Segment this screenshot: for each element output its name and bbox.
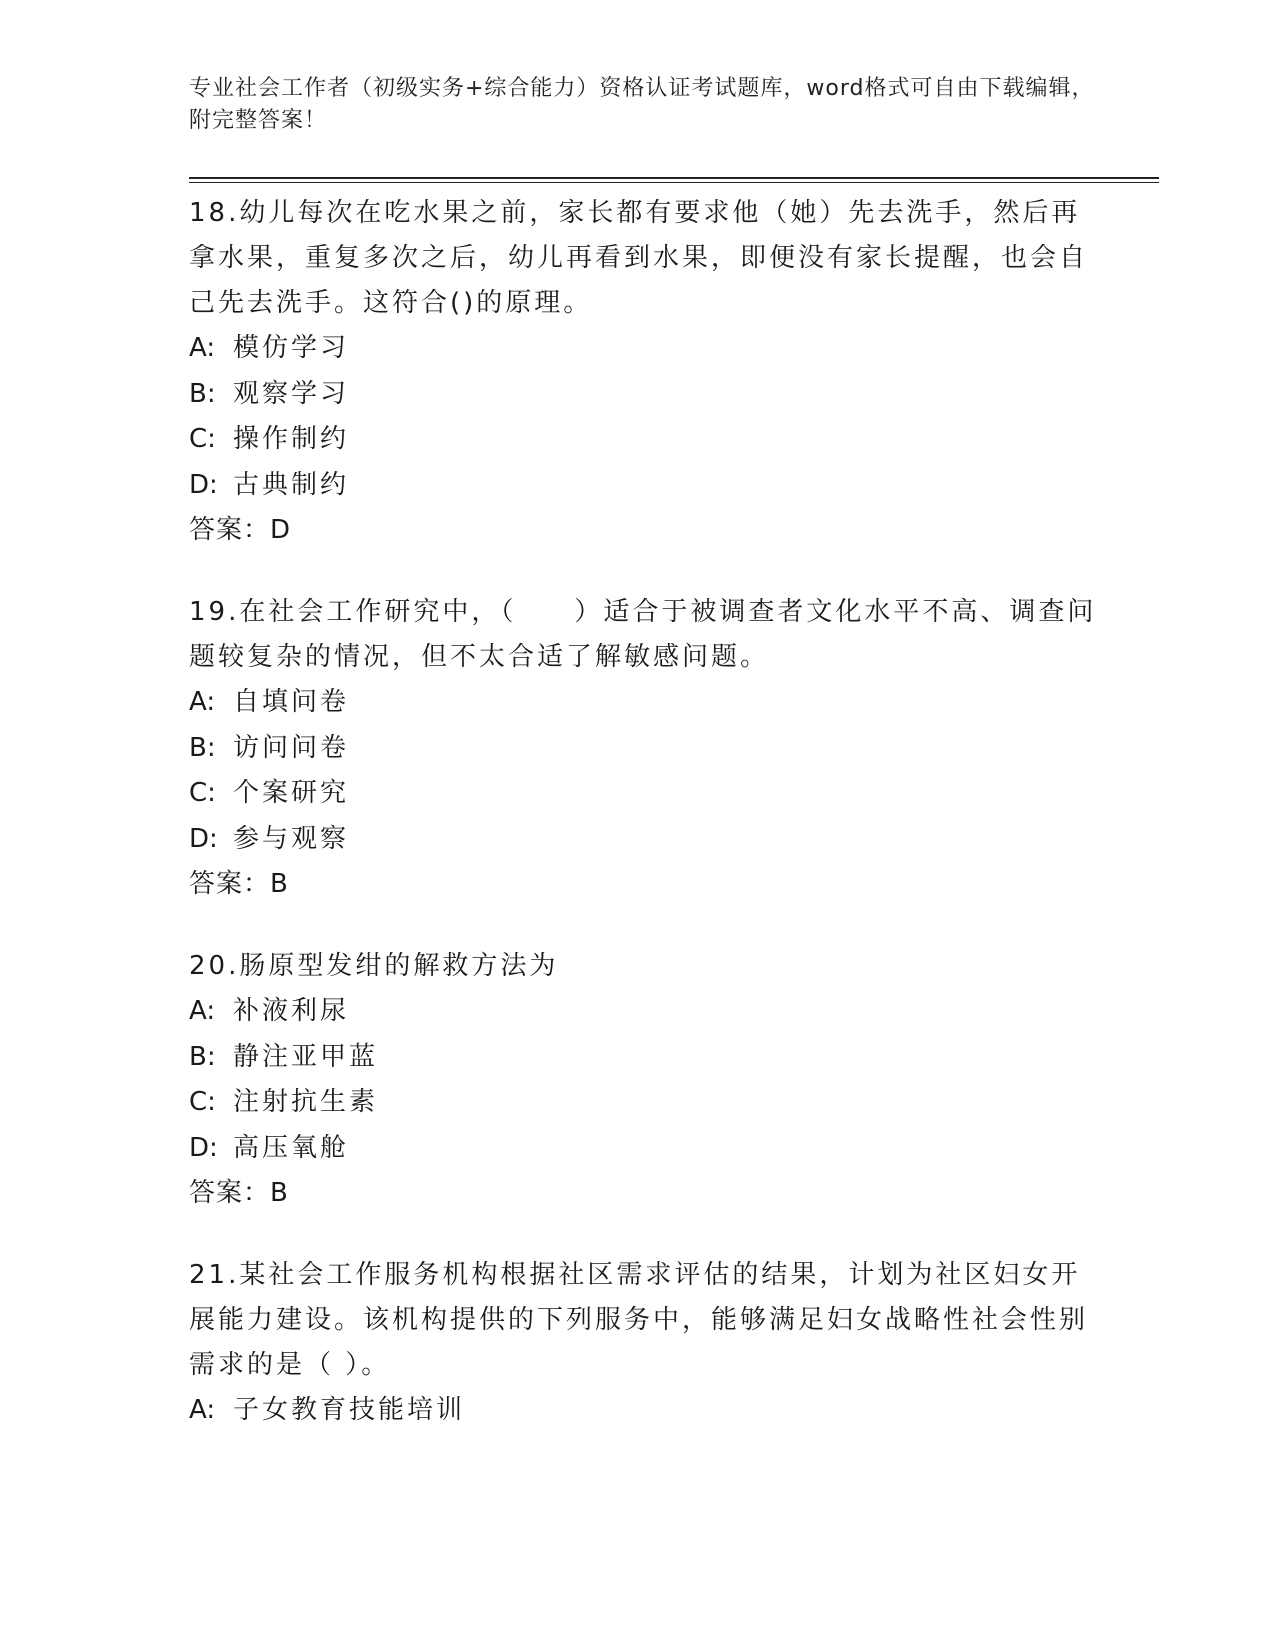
document-header: 专业社会工作者（初级实务+综合能力）资格认证考试题库，word格式可自由下载编辑，附完整答案！ (189, 76, 1095, 133)
question-21 (189, 1253, 1099, 1434)
option-letter: D: (189, 823, 218, 854)
option-letter: C: (189, 1087, 216, 1117)
option-text: 个案研究 (233, 778, 350, 808)
option-b (189, 726, 1099, 772)
option-text: 参与观察 (233, 823, 350, 854)
option-b (189, 1035, 1099, 1081)
option-text: 自填问卷 (233, 687, 350, 717)
question-18 (189, 191, 1099, 553)
option-letter: B: (189, 1041, 216, 1072)
option-text: 古典制约 (233, 469, 350, 500)
option-letter: A: (189, 687, 216, 717)
option-d (189, 463, 1099, 509)
option-text: 模仿学习 (233, 333, 350, 363)
question-19 (189, 590, 1099, 907)
option-c (189, 771, 1099, 817)
option-letter: B: (189, 378, 216, 409)
question-text: 19.在社会工作研究中，（ ）适合于被调查者文化水平不高、调查问题较复杂的情况，但不太合适了解敏感问题。 (189, 597, 1097, 672)
option-letter: C: (189, 424, 216, 454)
question-text: 20.肠原型发绀的解救方法为 (189, 951, 559, 981)
question-text: 18.幼儿每次在吃水果之前，家长都有要求他（她）先去洗手，然后再拿水果，重复多次之后，幼儿再看到水果，即便没有家长提醒，也会自己先去洗手。这符合()的原理。 (189, 198, 1089, 318)
answer-text: 答案：B (189, 1178, 289, 1208)
option-text: 子女教育技能培训 (233, 1395, 466, 1425)
option-a (189, 1388, 1099, 1434)
option-d (189, 1126, 1099, 1172)
answer-text: 答案：D (189, 515, 292, 545)
option-text: 操作制约 (233, 424, 350, 454)
option-letter: B: (189, 732, 216, 763)
option-letter: D: (189, 469, 218, 500)
answer-text: 答案：B (189, 869, 289, 899)
question-text: 21.某社会工作服务机构根据社区需求评估的结果，计划为社区妇女开展能力建设。该机构提供的下列服务中，能够满足妇女战略性社会性别需求的是（ ）。 (189, 1260, 1089, 1380)
option-a (189, 326, 1099, 372)
option-c (189, 1080, 1099, 1126)
question-20 (189, 944, 1099, 1216)
option-d (189, 817, 1099, 863)
option-letter: C: (189, 778, 216, 808)
option-text: 访问问卷 (233, 732, 350, 763)
option-letter: A: (189, 1395, 216, 1425)
option-letter: A: (189, 996, 216, 1026)
option-text: 补液利尿 (233, 996, 350, 1026)
question-list (189, 191, 1099, 1471)
option-letter: D: (189, 1132, 218, 1163)
option-c (189, 417, 1099, 463)
option-text: 静注亚甲蓝 (233, 1041, 379, 1072)
option-a (189, 680, 1099, 726)
option-text: 注射抗生素 (233, 1087, 379, 1117)
option-text: 高压氧舱 (233, 1132, 350, 1163)
option-b (189, 372, 1099, 418)
header-rule-thick (189, 177, 1159, 179)
option-letter: A: (189, 333, 216, 363)
header-rule-thin (189, 182, 1159, 183)
option-a (189, 989, 1099, 1035)
option-text: 观察学习 (233, 378, 350, 409)
